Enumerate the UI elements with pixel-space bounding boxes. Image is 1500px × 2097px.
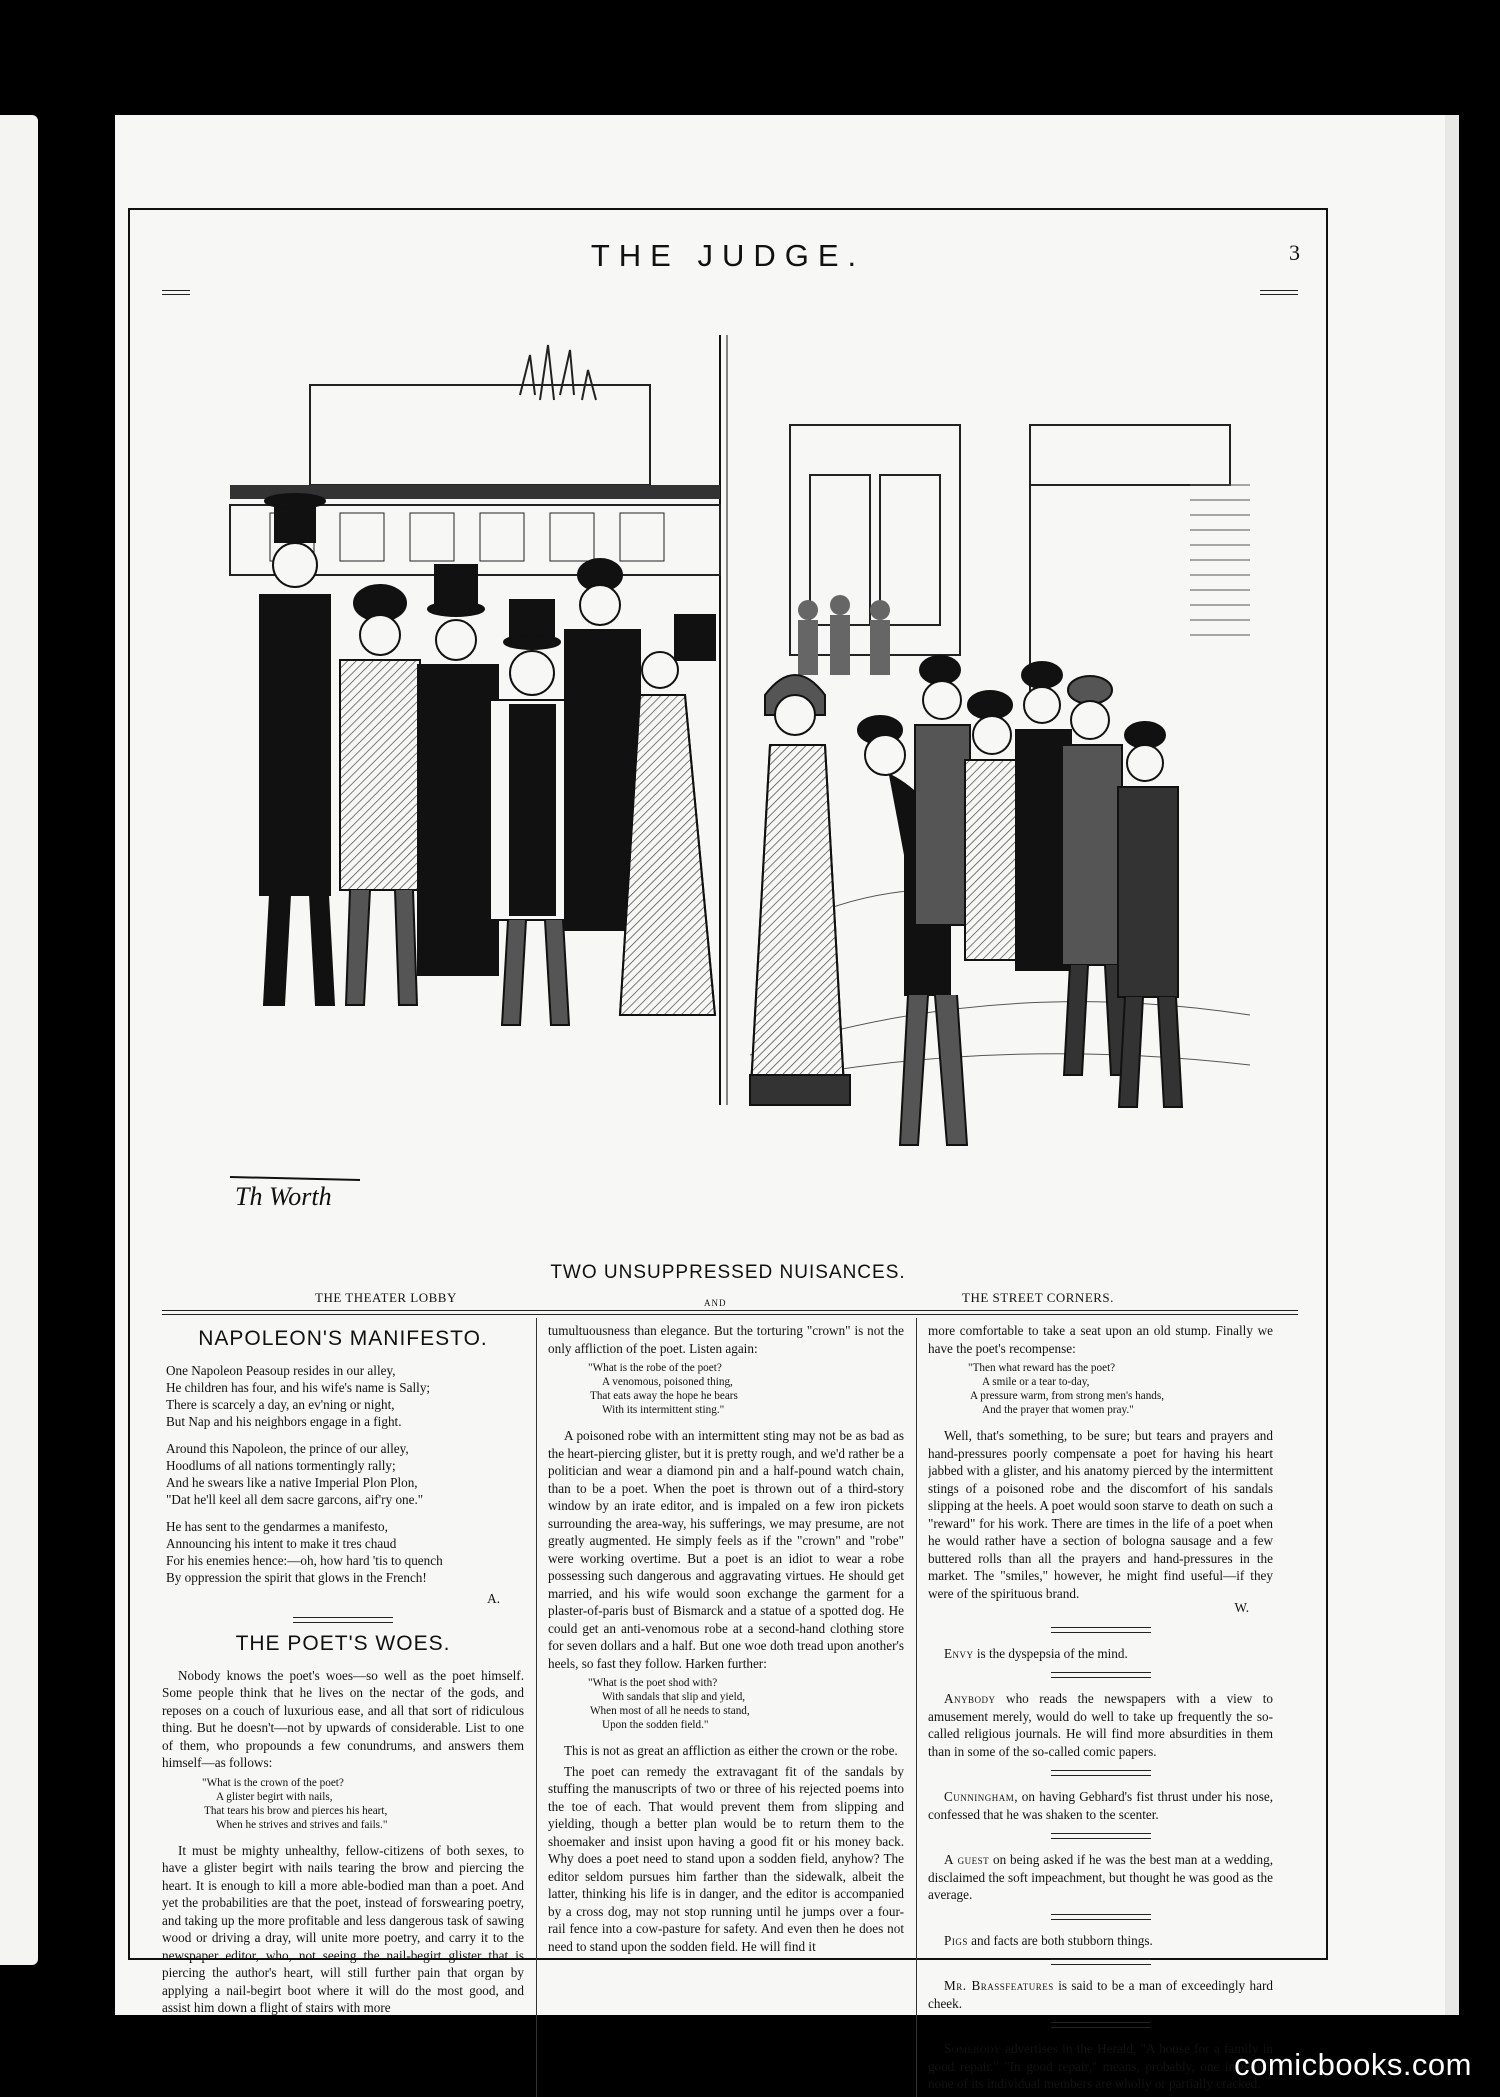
verse-line: Hoodlums of all nations tormentingly rally; (166, 1457, 396, 1473)
page-edge-shadow (1445, 115, 1459, 2015)
col3-paragraph-2: Well, that's something, to be sure; but tears and prayers and hand-pressures poorly compensate a poet for having his heart jabbed with a glister, and his anatomy pierced by the intermittent stings of a poisoned robe and the discomfort of his sandals slipping at the heels. A poet would soon starve to death on such a "reward" for his work. There are times in the life of a poet when he would rather have a section of bologna sausage and a few buttered rolls than all the prayers and hand-pressures in the market. The "smiles," however, he might find useful—if they were of the spirituous brand. (928, 1428, 1273, 1601)
item-text: on being asked if he was the best man at a wedding, disclaimed the soft impeachment, but thought he was good as the average. (928, 1852, 1273, 1902)
quote-line: A venomous, poisoned thing, (602, 1376, 733, 1388)
item-text: is the dyspepsia of the mind. (973, 1645, 1128, 1661)
section-rule (1051, 1833, 1151, 1839)
verse-line: He has sent to the gendarmes a manifesto, (166, 1518, 388, 1534)
quote-line: When he strives and strives and fails." (216, 1818, 388, 1831)
verse-line: Announcing his intent to make it tres chaud (166, 1535, 397, 1551)
quote-line: With its intermittent sting." (602, 1404, 725, 1416)
item-guest (928, 1851, 1273, 1904)
verse-line: For his enemies hence:—oh, how hard 'tis to quench (166, 1552, 443, 1568)
item-text: who reads the newspapers with a view to amusement merely, would do well to take up frequently the so-called religious journals. He will find more absurdities in them than in some of the so-called comic papers. (928, 1691, 1273, 1759)
page-border-outer (128, 208, 1328, 2091)
section-rule (1051, 2022, 1151, 2028)
column-2 (548, 1322, 904, 2097)
quote-line: That tears his brow and pierces his heart, (204, 1804, 388, 1817)
item-lead: Anybody (944, 1691, 996, 1706)
woes-paragraph-1: Nobody knows the poet's woes—so well as the poet himself. Some people think that he lives on the nectar of the gods, and reposes on a couch of luxurious ease, and all that sort of ridiculous thing. But he doesn't—not by upwards of considerable. List to one of them, who propounds a few conundrums, and answers them himself—as follows: (162, 1667, 524, 1770)
column-1 (162, 1322, 524, 2097)
item-brassfeatures (928, 1977, 1273, 2012)
woes-signature: W. (1234, 1600, 1249, 1615)
section-rule (293, 1617, 393, 1623)
item-lead: Somebody (944, 2041, 1001, 2056)
stanza-2 (166, 1440, 524, 1508)
section-rule (1051, 1914, 1151, 1920)
item-text: and facts are both stubborn things. (967, 1932, 1153, 1948)
col2-paragraph-1: tumultuousness than elegance. But the torturing "crown" is not the only affliction of the poet. Listen again: (548, 1323, 904, 1356)
item-text: advertises in the Herald, "A house for a family in good repair." "In good repair," means, probably, one in which none of its individual members are wholly or partially cracked. (928, 2041, 1273, 2091)
verse-line: One Napoleon Peasoup resides in our alley, (166, 1362, 396, 1378)
quote-line: With sandals that slip and yield, (602, 1691, 746, 1703)
quote-line: And the prayer that women pray." (982, 1404, 1134, 1416)
col2-paragraph-2: A poisoned robe with an intermittent sting may not be as bad as the heart-piercing glister, but it is pretty rough, and we'd rather be a politician and wear a diamond pin and a half-pound watch chain, than to be a poet. When the poet is thrown out of a third-story window by an irate editor, and is impaled on a few iron pickets surrounding the area-way, his sufferings, we may presume, are not greatly augmented. He simply feels as if the "crown" and "robe" were working overtime. But a poet is an idiot to wear a robe possessing such dangerous and aggravating virtues. He should get married, and his wife would soon exchange the garment for a plaster-of-paris bust of Bismarck and a statue of a spotted dog. He could get an anti-venomous robe at a second-hand clothing store for seven dollars and a half. But one woe doth tread upon another's heels, so fast they follow. Harken further: (548, 1428, 904, 1671)
stanza-3 (166, 1518, 524, 1586)
col2-paragraph-4: The poet can remedy the extravagant fit of the sandals by stuffing the manuscripts of two or three of his rejected poems into the toe of each. That would prevent them from slipping and yielding, though a better plan would be to return them to the shoemaker and insist upon having a good fit or his money back. Why does a poet need to stand upon a sodden field, anyhow? The editor seldom pursues him farther than the sidewalk, albeit the latter, thinking his life is in danger, and the editor is accompanied by a cross dog, may not stop running until he jumps over a four-rail fence into a cow-pasture for safety. And even then he does not need to stand upon the sodden field. He will find it (548, 1763, 904, 1954)
quote-reward (928, 1361, 1273, 1417)
item-text: is said to be a man of exceedingly hard cheek. (928, 1978, 1273, 2011)
item-envy (928, 1645, 1273, 1663)
item-lead: Cunningham (944, 1789, 1015, 1804)
artist-signature: Th Worth (235, 1182, 332, 1211)
caption-rule (162, 1310, 1298, 1315)
quote-line: "What is the robe of the poet? (588, 1362, 722, 1374)
item-cunningham (928, 1788, 1273, 1823)
manifesto-signature: A. (487, 1590, 500, 1606)
caption-and: AND (704, 1298, 727, 1308)
verse-line: He children has four, and his wife's name is Sally; (166, 1379, 431, 1395)
column-3 (928, 1322, 1273, 2097)
verse-line: Around this Napoleon, the prince of our alley, (166, 1440, 409, 1456)
quote-line: "Then what reward has the poet? (968, 1362, 1116, 1374)
column-rule-1 (536, 1318, 537, 2097)
quote-shod (548, 1676, 904, 1732)
item-anybody (928, 1690, 1273, 1760)
column-rule-2 (916, 1318, 917, 2097)
stanza-1 (166, 1362, 524, 1430)
verse-line: And he swears like a native Imperial Plon Plon, (166, 1474, 418, 1490)
col3-paragraph-1: more comfortable to take a seat upon an old stump. Finally we have the poet's recompense: (928, 1323, 1273, 1356)
item-lead: Envy (944, 1645, 974, 1661)
manifesto-title: NAPOLEON'S MANIFESTO. (198, 1327, 488, 1350)
poets-woes-title: THE POET'S WOES. (235, 1632, 451, 1655)
item-lead: Pigs (944, 1932, 968, 1948)
item-text: , on having Gebhard's fist thrust under his nose, confessed that he was shaken to the scenter. (928, 1789, 1273, 1822)
quote-line: Upon the sodden field." (602, 1719, 709, 1731)
masthead-title: THE JUDGE. (590, 238, 866, 273)
illustration-caption: TWO UNSUPPRESSED NUISANCES. (550, 1262, 906, 1283)
section-rule (1051, 1959, 1151, 1965)
caption-right: THE STREET CORNERS. (962, 1290, 1114, 1305)
quote-line: A pressure warm, from strong men's hands, (970, 1390, 1165, 1402)
adjacent-page-edge (0, 115, 38, 1965)
quote-line: A smile or a tear to-day, (982, 1376, 1090, 1388)
page-number: 3 (1289, 240, 1300, 265)
item-lead: A guest (944, 1852, 990, 1867)
woes-paragraph-2: It must be mighty unhealthy, fellow-citizens of both sexes, to have a glister begirt with nails tearing the brow and piercing the heart. It is enough to kill a more able-bodied man than a poet. And yet the probabilities are that the poet, instead of forswearing poetry, and taking up the more profitable and less dangerous task of sawing wood or driving a dray, will unite more poetry, and carry it to the newspaper editor, who, not seeing the nail-begirt glister that is piercing the author's heart, will still further pain that organ by applying a nail-begirt boot where it will do the most good, and assist him down a flight of stairs with more (162, 1842, 524, 2015)
item-lead: Mr. Brassfeatures (944, 1978, 1054, 1993)
item-pigs (928, 1932, 1273, 1950)
quote-line: A glister begirt with nails, (216, 1790, 333, 1803)
quote-robe (548, 1361, 904, 1417)
verse-line: But Nap and his neighbors engage in a fight. (166, 1413, 402, 1429)
watermark: comicbooks.com (1234, 2047, 1472, 2082)
verse-line: There is scarcely a day, an ev'ning or night, (166, 1396, 395, 1412)
item-somebody (928, 2040, 1273, 2093)
quote-crown (162, 1776, 524, 1832)
quote-line: "What is the crown of the poet? (202, 1776, 344, 1789)
verse-line: "Dat he'll keel all dem sacre garcons, aif'ry one." (166, 1491, 424, 1507)
quote-line: That eats away the hope he bears (590, 1390, 738, 1402)
col2-paragraph-3: This is not as great an affliction as either the crown or the robe. (564, 1743, 898, 1758)
caption-left: THE THEATER LOBBY (315, 1290, 457, 1305)
verse-line: By oppression the spirit that glows in the French! (166, 1569, 427, 1585)
section-rule (1051, 1627, 1151, 1633)
illustration (190, 275, 1260, 1237)
section-rule (1051, 1672, 1151, 1678)
quote-line: "What is the poet shod with? (588, 1677, 718, 1689)
section-rule (1051, 1770, 1151, 1776)
quote-line: When most of all he needs to stand, (590, 1705, 750, 1717)
